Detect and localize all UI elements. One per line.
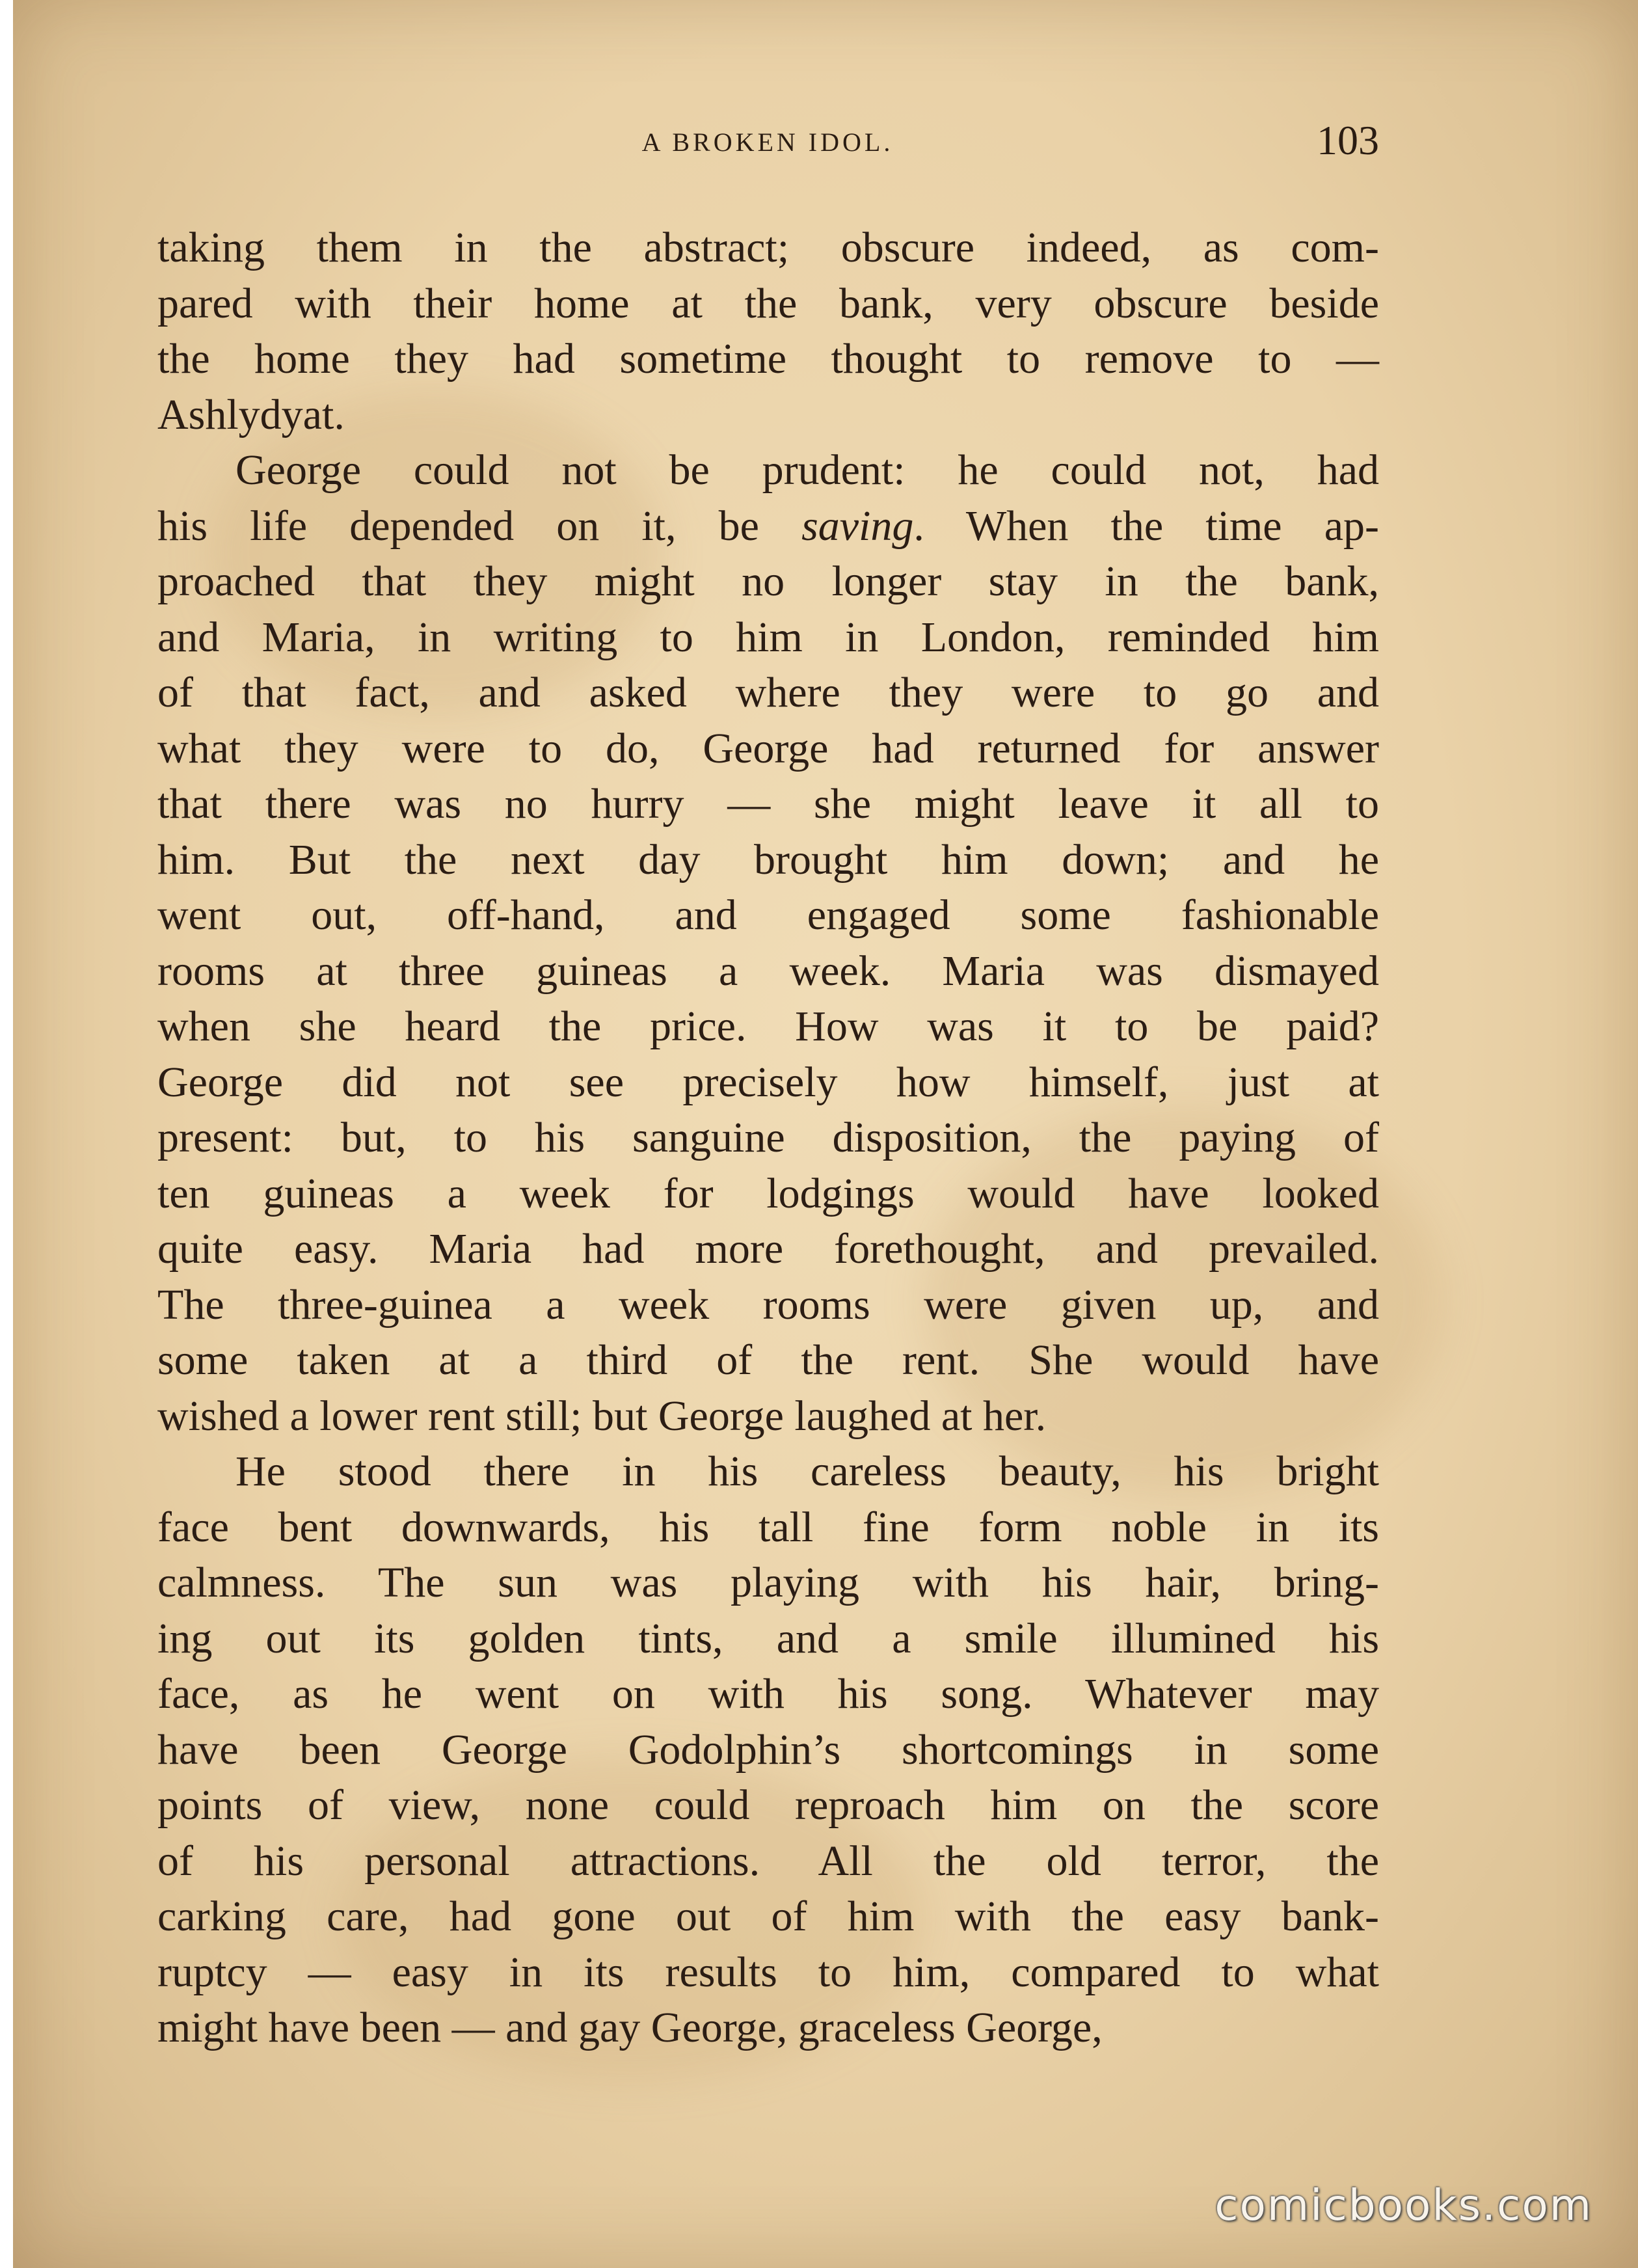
text-line: George did not see precisely how himself, just at [157, 1058, 1379, 1106]
text-line: quite easy. Maria had more forethought, and prevailed. [157, 1225, 1379, 1273]
paragraph [157, 220, 1379, 442]
text-line: face, as he went on with his song. Whatever may [157, 1670, 1379, 1718]
text-line: He stood there in his careless beauty, his bright [235, 1448, 1379, 1495]
text-line: ten guineas a week for lodgings would have looked [157, 1169, 1379, 1217]
text-line: The three-guinea a week rooms were given up, and [157, 1280, 1379, 1329]
text-line: calmness. The sun was playing with his hair, bring- [157, 1559, 1379, 1606]
text-line: might have been — and gay George, graceless George, [157, 2004, 1103, 2051]
text-line: proached that they might no longer stay in the bank, [157, 558, 1379, 605]
running-title: A BROKEN IDOL. [641, 128, 894, 157]
text-line: some taken at a third of the rent. She would have [157, 1336, 1379, 1384]
text-line: when she heard the price. How was it to be paid? [157, 1003, 1379, 1050]
text-line: went out, off-hand, and engaged some fashionable [157, 891, 1379, 939]
text-line: points of view, none could reproach him on the score [157, 1781, 1379, 1829]
text-line: carking care, had gone out of him with the easy bank- [157, 1893, 1379, 1940]
text-line: of that fact, and asked where they were to go and [157, 669, 1379, 716]
text-line: what they were to do, George had returned for answer [157, 724, 1379, 772]
watermark: comicbooks.com [1215, 2180, 1592, 2230]
text-line: have been George Godolphin’s shortcomings in some [157, 1725, 1379, 1774]
page-header [156, 117, 1379, 179]
text-line: rooms at three guineas a week. Maria was dismayed [157, 947, 1379, 995]
text-line: of his personal attractions. All the old terror, the [157, 1837, 1379, 1885]
text-line: ing out its golden tints, and a smile illumined his [157, 1614, 1379, 1662]
page-number: 103 [1317, 117, 1379, 163]
text-line: taking them in the abstract; obscure indeed, as com- [157, 224, 1379, 271]
text-line: his life depended on it, be saving. When the time ap- [157, 502, 1379, 550]
text-line: ruptcy — easy in its results to him, compared to what [157, 1948, 1379, 1996]
paragraph [157, 1444, 1379, 2056]
book-page [13, 0, 1638, 2268]
text-line: George could not be prudent: he could not, had [235, 446, 1379, 494]
text-line: face bent downwards, his tall fine form noble in its [157, 1503, 1379, 1551]
text-line: wished a lower rent still; but George laughed at her. [157, 1392, 1047, 1440]
text-line: the home they had sometime thought to remove to — [157, 335, 1379, 383]
paragraph [157, 442, 1379, 1444]
text-line: him. But the next day brought him down; and he [157, 835, 1379, 884]
text-line: present: but, to his sanguine disposition, the paying of [157, 1114, 1379, 1161]
text-line: Ashlydyat. [157, 390, 345, 439]
body-text [157, 220, 1379, 2056]
text-line: and Maria, in writing to him in London, reminded him [157, 613, 1379, 661]
text-line: pared with their home at the bank, very obscure beside [157, 279, 1379, 327]
text-line: that there was no hurry — she might leave it all to [157, 780, 1379, 828]
